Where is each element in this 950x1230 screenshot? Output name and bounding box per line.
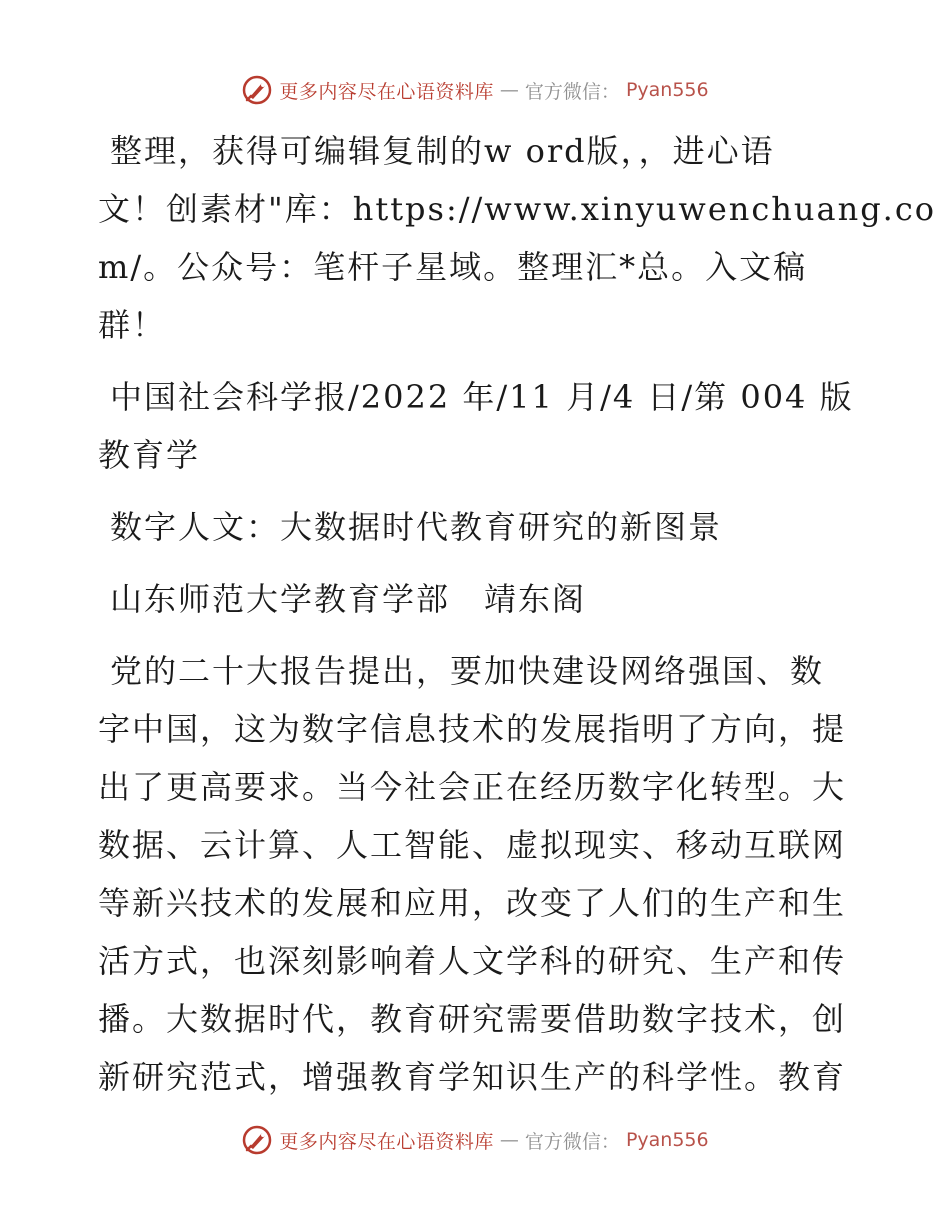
source-paragraph	[98, 368, 858, 484]
article-body-paragraph	[98, 642, 858, 1106]
banner-content	[241, 74, 708, 106]
banner-promo-text: 更多内容尽在心语资料库	[279, 80, 494, 103]
banner-wechat-label: 官方微信：	[524, 1130, 620, 1153]
document-body	[98, 122, 937, 1106]
intro-line: 整理，获得可编辑复制的w ord版，，进心语	[110, 132, 775, 170]
source-section: 教育学	[98, 436, 201, 474]
source-line: 中国社会科学报/2022 年/11 月/4 日/第 004 版	[110, 378, 854, 416]
body-line: 数据、云计算、人工智能、虚拟现实、移动互联网	[98, 826, 847, 864]
footer-banner	[0, 1120, 950, 1160]
body-line: 字中国，这为数字信息技术的发展指明了方向，提	[98, 710, 847, 748]
quill-logo-icon	[241, 1124, 273, 1156]
quill-logo-icon	[241, 74, 273, 106]
intro-line: 群！	[98, 306, 167, 344]
body-line: 新研究范式，增强教育学知识生产的科学性。教育	[98, 1058, 847, 1096]
body-line: 活方式，也深刻影响着人文学科的研究、生产和传	[98, 942, 847, 980]
banner-dash: —	[499, 1129, 519, 1151]
intro-line: m/。公众号：笔杆子星域。整理汇*总。入文稿	[98, 248, 808, 286]
banner-wechat-id: Pyan556	[625, 79, 709, 101]
intro-line: 文！创素材"库：https://www.xinyuwenchuang.co	[98, 190, 937, 228]
body-line: 党的二十大报告提出，要加快建设网络强国、数	[110, 652, 825, 690]
body-line: 等新兴技术的发展和应用，改变了人们的生产和生	[98, 884, 847, 922]
article-title: 数字人文：大数据时代教育研究的新图景	[110, 508, 723, 546]
header-banner	[0, 70, 950, 110]
banner-dash: —	[499, 79, 519, 101]
banner-content	[241, 1124, 708, 1156]
article-author: 山东师范大学教育学部 靖东阁	[110, 580, 587, 618]
intro-paragraph	[98, 122, 937, 354]
body-line: 播。大数据时代，教育研究需要借助数字技术，创	[98, 1000, 847, 1038]
body-line: 出了更高要求。当今社会正在经历数字化转型。大	[98, 768, 847, 806]
banner-promo-text: 更多内容尽在心语资料库	[279, 1130, 494, 1153]
banner-wechat-label: 官方微信：	[524, 80, 620, 103]
banner-wechat-id: Pyan556	[625, 1129, 709, 1151]
